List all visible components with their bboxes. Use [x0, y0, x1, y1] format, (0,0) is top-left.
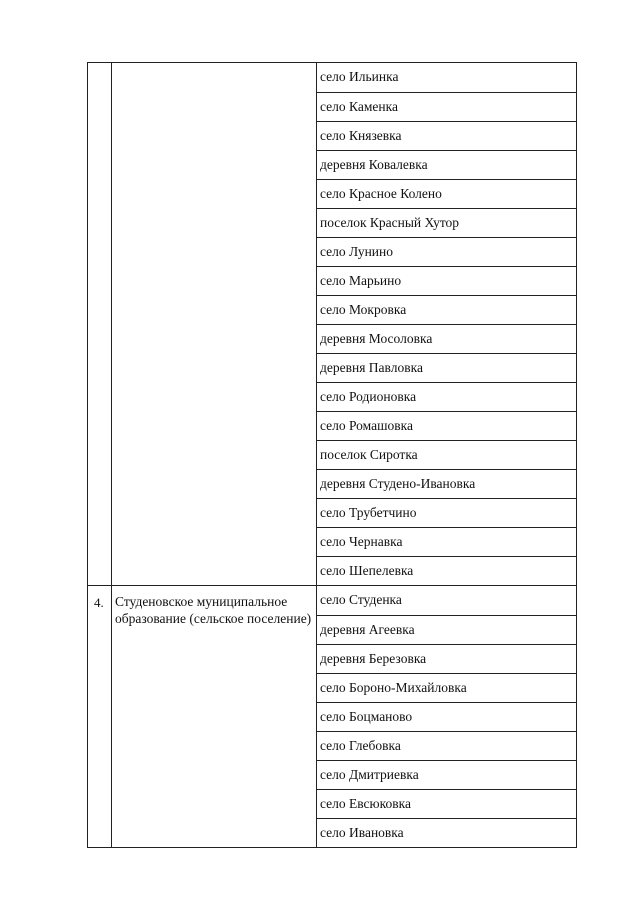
table-row: село Студенка: [320, 592, 402, 607]
table-row: деревня Мосоловка: [317, 324, 576, 353]
table-row: село Глебовка: [317, 731, 576, 760]
table-row: село Ильинка: [320, 69, 399, 84]
table-row: село Трубетчино: [317, 498, 576, 527]
table-row: село Мокровка: [317, 295, 576, 324]
table-row: село Красное Колено: [317, 179, 576, 208]
block-number-cell: 4.: [88, 586, 112, 847]
table-row: деревня Агеевка: [317, 615, 576, 644]
table-row: село Князевка: [317, 121, 576, 150]
municipality-name-cell: [112, 63, 317, 585]
block-number-cell: [88, 63, 112, 585]
table-row: деревня Ковалевка: [317, 150, 576, 179]
table-row: село Ивановка: [317, 818, 576, 847]
table-row: село Чернавка: [317, 527, 576, 556]
table-row: село Шепелевка: [317, 556, 576, 585]
municipality-name-cell: Студеновское муниципальное образование (сельское поселение): [112, 586, 317, 847]
table-row: село Марьино: [317, 266, 576, 295]
table-row: поселок Красный Хутор: [317, 208, 576, 237]
table-block-1: [88, 63, 576, 585]
table-row: село Дмитриевка: [317, 760, 576, 789]
table-row: деревня Павловка: [317, 353, 576, 382]
settlement-list: [317, 63, 576, 585]
table-row: деревня Студено-Ивановка: [317, 469, 576, 498]
settlements-table: [87, 62, 577, 848]
table-row: деревня Березовка: [317, 644, 576, 673]
table-row: село Боцманово: [317, 702, 576, 731]
table-row: село Евсюковка: [317, 789, 576, 818]
table-row: село Ромашовка: [317, 411, 576, 440]
settlement-list: [317, 586, 576, 847]
table-row: село Бороно-Михайловка: [317, 673, 576, 702]
table-row: поселок Сиротка: [317, 440, 576, 469]
table-row: село Лунино: [317, 237, 576, 266]
table-row: село Родионовка: [317, 382, 576, 411]
table-block-2: [88, 585, 576, 847]
table-row: село Каменка: [317, 92, 576, 121]
